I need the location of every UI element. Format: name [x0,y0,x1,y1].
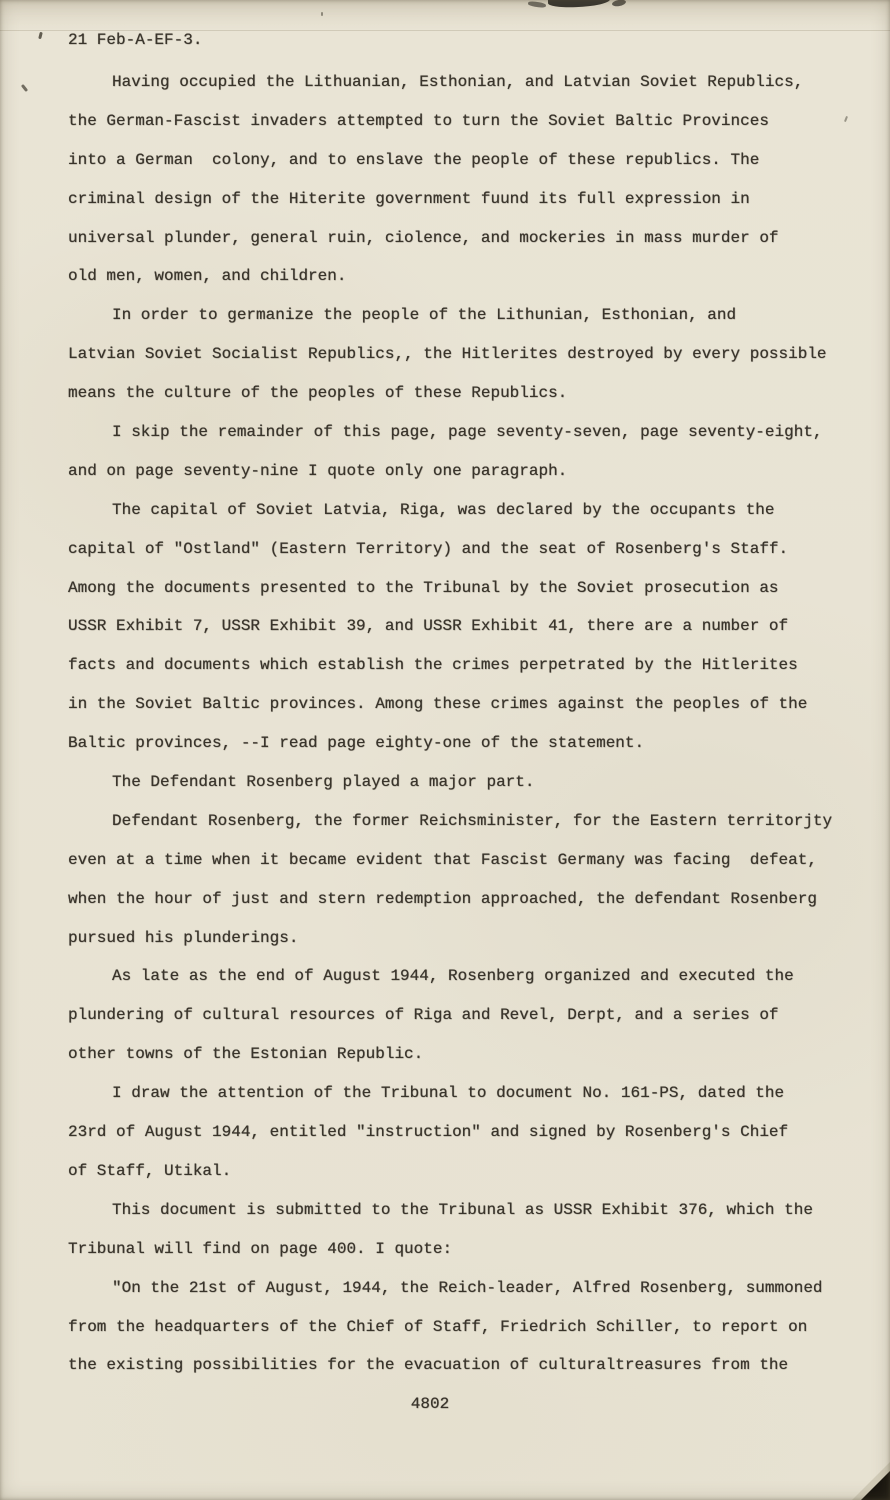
text-line: The capital of Soviet Latvia, Riga, was declared by the occupants the [112,500,775,519]
text-line: Defendant Rosenberg, the former Reichsminister, for the Eastern territorjty [112,811,833,830]
text-line: old men, women, and children. [68,267,347,286]
text-line: plundering of cultural resources of Riga and Revel, Derpt, and a series of [68,1006,779,1025]
text-line: the German-Fascist invaders attempted to turn the Soviet Baltic Provinces [68,111,769,130]
corner-fold [861,1471,890,1500]
text-line: means the culture of the peoples of these Republics. [68,384,568,403]
text-line: 23rd of August 1944, entitled "instruction" and signed by Rosenberg's Chief [68,1123,789,1142]
text-line: Latvian Soviet Socialist Republics,, the Hitlerites destroyed by every possible [68,345,827,364]
text-line: In order to germanize the people of the Lithunian, Esthonian, and [112,306,737,325]
text-line: As late as the end of August 1944, Rosenberg organized and executed the [112,967,794,986]
text-line: USSR Exhibit 7, USSR Exhibit 39, and USSR Exhibit 41, there are a number of [68,617,789,636]
text-line: and on page seventy-nine I quote only one paragraph. [68,461,568,480]
text-line: of Staff, Utikal. [68,1161,232,1180]
ink-speck [321,12,323,16]
text-line: from the headquarters of the Chief of Staff, Friedrich Schiller, to report on [68,1317,808,1336]
page-number: 4802 [410,1395,450,1413]
text-line: I skip the remainder of this page, page seventy-seven, page seventy-eight, [112,423,823,442]
text-line: Baltic provinces, --I read page eighty-one of the statement. [68,734,645,753]
ink-speck [38,32,43,40]
text-line: in the Soviet Baltic provinces. Among these crimes against the peoples of the [68,695,808,714]
document-body [68,63,868,1385]
scan-top-edge [0,0,890,31]
text-line: The Defendant Rosenberg played a major part. [112,773,535,792]
ink-speck [21,84,28,92]
text-line: when the hour of just and stern redemption approached, the defendant Rosenberg [68,889,817,908]
text-line: Among the documents presented to the Tribunal by the Soviet prosecution as [68,578,779,597]
text-line: pursued his plunderings. [68,928,299,947]
text-line: into a German colony, and to enslave the people of these republics. The [68,150,760,169]
text-line: criminal design of the Hiterite government fuund its full expression in [68,189,750,208]
text-line: universal plunder, general ruin, ciolence, and mockeries in mass murder of [68,228,779,247]
text-line: This document is submitted to the Tribunal as USSR Exhibit 376, which the [112,1200,813,1219]
page-header: 21 Feb-A-EF-3. [68,31,203,49]
text-line: the existing possibilities for the evacuation of culturaltreasures from the [68,1356,789,1375]
text-line: other towns of the Estonian Republic. [68,1045,424,1064]
text-line: even at a time when it became evident that Fascist Germany was facing defeat, [68,850,817,869]
text-line: Having occupied the Lithuanian, Esthonian, and Latvian Soviet Republics, [112,73,804,91]
text-line: I draw the attention of the Tribunal to document No. 161-PS, dated the [112,1084,785,1103]
text-line: Tribunal will find on page 400. I quote: [68,1239,453,1258]
text-line: capital of "Ostland" (Eastern Territory) and the seat of Rosenberg's Staff. [68,539,789,558]
text-line: "On the 21st of August, 1944, the Reich-leader, Alfred Rosenberg, summoned [112,1278,823,1297]
text-line: facts and documents which establish the crimes perpetrated by the Hitlerites [68,656,798,675]
